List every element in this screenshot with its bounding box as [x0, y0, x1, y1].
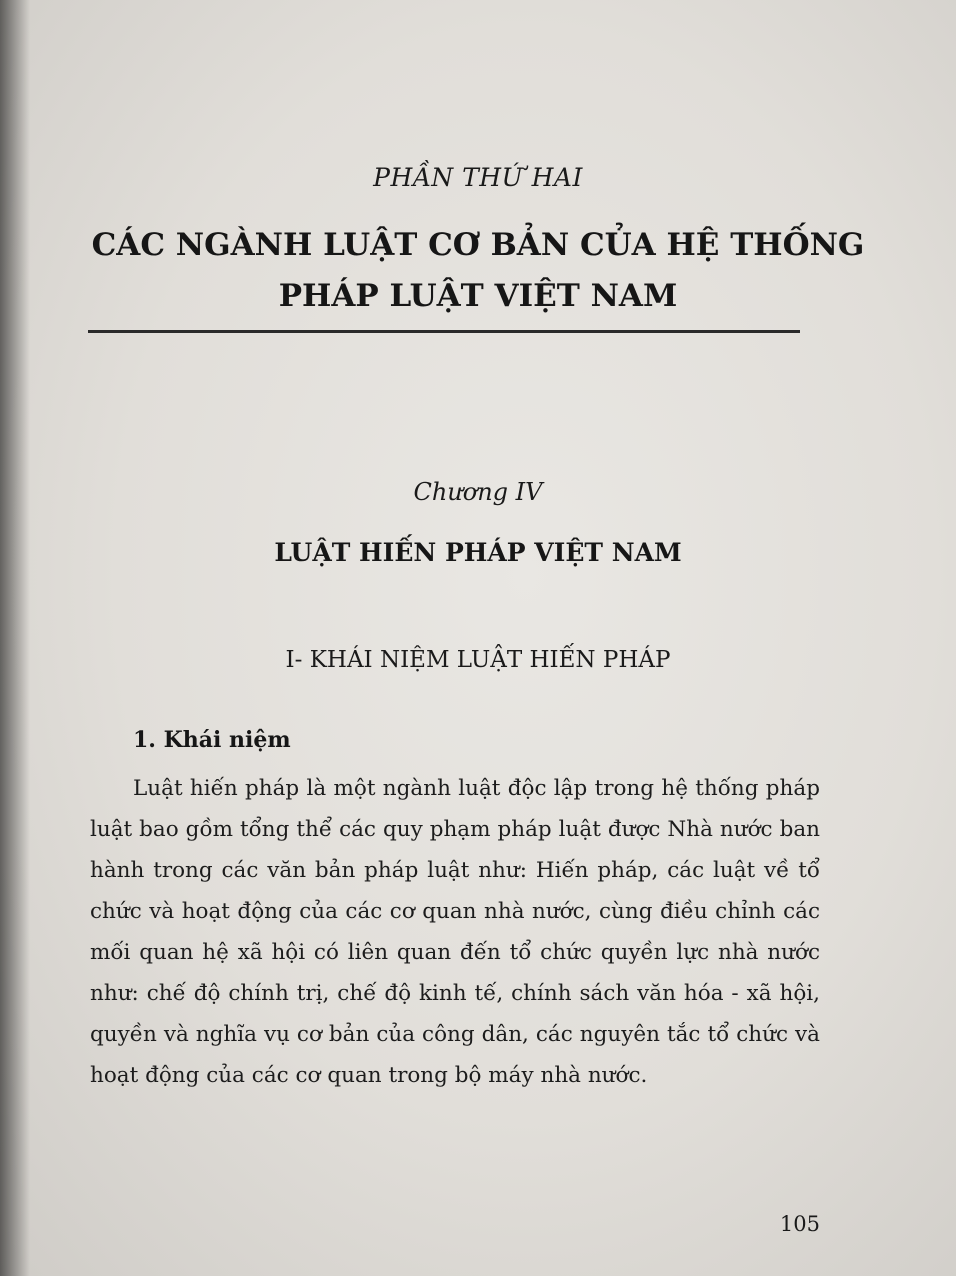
- section-title: I- KHÁI NIỆM LUẬT HIẾN PHÁP: [285, 647, 671, 673]
- chapter-label: Chương IV: [413, 478, 543, 506]
- page-number: 105: [779, 1212, 820, 1236]
- chapter-title: LUẬT HIẾN PHÁP VIỆT NAM: [274, 538, 682, 567]
- binding-shadow: [0, 0, 30, 1276]
- body-paragraph: Luật hiến pháp là một ngành luật độc lập trong hệ thống pháp luật bao gồm tổng thể các quy phạm pháp luật được Nhà nước ban hành trong các văn bản pháp luật như: Hiến pháp, các luật về tổ chức và hoạt động của các cơ quan nhà nước, cùng điều chỉnh các mối quan hệ xã hội có liên quan đến tổ chức quyền lực nhà nước như: chế độ chính trị, chế độ kinh tế, chính sách văn hóa - xã hội, quyền và nghĩa vụ cơ bản của công dân, các nguyên tắc tổ chức và hoạt động của các cơ quan trong bộ máy nhà nước.: [90, 776, 820, 1088]
- subsection-heading: 1. Khái niệm: [133, 727, 291, 753]
- title-divider: [88, 330, 800, 333]
- part-subtitle: PHẦN THỨ HAI: [373, 163, 583, 192]
- part-title: CÁC NGÀNH LUẬT CƠ BẢN CỦA HỆ THỐNG PHÁP LUẬT VIỆT NAM: [91, 227, 865, 314]
